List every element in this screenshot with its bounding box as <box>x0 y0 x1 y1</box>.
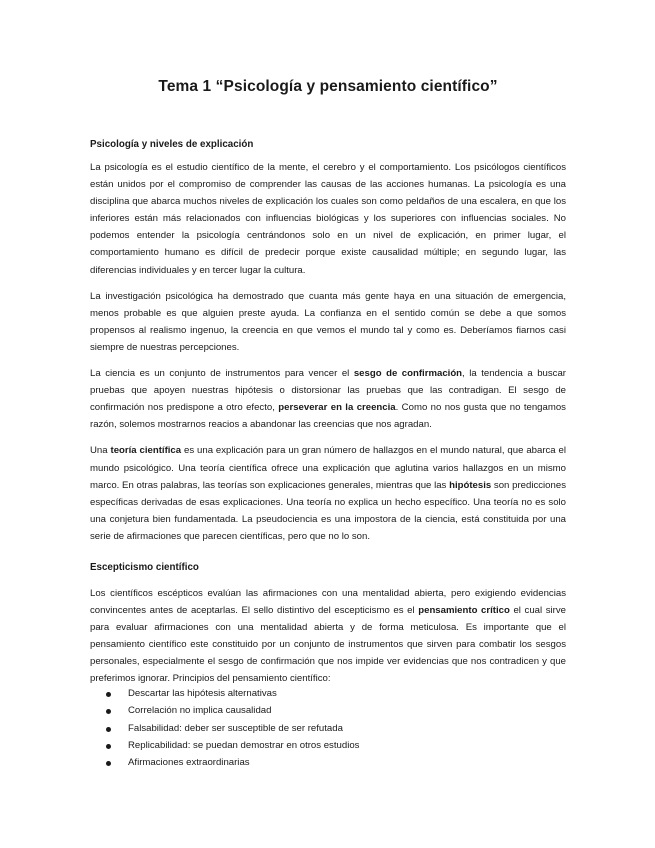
bullet-icon <box>106 744 111 749</box>
list-item <box>106 754 359 771</box>
section-heading-psicologia: Psicología y niveles de explicación <box>90 139 254 150</box>
section-heading-escepticismo: Escepticismo científico <box>90 562 199 573</box>
bold-term: teoría científica <box>110 445 182 457</box>
paragraph-text: La ciencia es un conjunto de instrumentos para vencer el <box>90 368 354 380</box>
paragraph <box>90 585 566 688</box>
section-body-escepticismo <box>90 585 566 697</box>
list-item <box>106 702 359 719</box>
bullet-icon <box>106 692 111 697</box>
list-item-text: Correlación no implica causalidad <box>128 705 272 717</box>
bold-term: pensamiento crítico <box>418 605 510 617</box>
bold-term: sesgo de confirmación <box>353 368 463 380</box>
paragraph-text: . Como no nos gusta que no tengamos razón, solemos mostrarnos reacios a abandonar las creencias que nos agradan. <box>90 402 566 431</box>
paragraph-text: La investigación psicológica ha demostrado que cuanta más gente haya en una situación de emergencia, menos probable es que alguien preste ayuda. La confianza en el sentido común se debe a que somos propensos al realismo ingenuo, la creencia en que vemos el mundo tal y como es. Deberíamos fiarnos casi siempre de nuestras percepciones. <box>90 290 566 353</box>
paragraph-text: La psicología es el estudio científico de la mente, el cerebro y el comportamiento. Los psicólogos científicos están unidos por el compromiso de comprender las causas de las acciones humanas. La psicología es una disciplina que abarca muchos niveles de explicación los cuales son como peldaños de una escalera, en que los inferiores están más relacionados con influencias biológicas y los superiores con influencias sociales. No podemos entender la psicología centrándonos solo en un nivel de explicación, en primer lugar, el comportamiento humano es difícil de predecir porque existe causalidad múltiple; en segundo lugar, las diferencias individuales y en tercer lugar la cultura. <box>90 162 566 276</box>
paragraph <box>90 442 566 545</box>
bullet-icon <box>106 761 111 766</box>
bullet-icon <box>106 727 111 732</box>
bullet-icon <box>106 709 111 714</box>
list-item-text: Replicabilidad: se puedan demostrar en otros estudios <box>128 739 360 751</box>
document-title: Tema 1 “Psicología y pensamiento científico” <box>158 78 498 95</box>
list-item-text: Afirmaciones extraordinarias <box>128 757 250 769</box>
paragraph-text: el cual sirve para evaluar afirmaciones con una mentalidad abierta y de forma meticulosa. Es importante que el pensamiento científico este constituido por un conjunto de instrumentos que sirven para combatir los sesgos personales, especialmente el sesgo de confirmación que nos impide ver evidencias que nos contradicen y que preferimos ignorar. Principios del pensamiento científico: <box>90 605 566 685</box>
paragraph-text: Los científicos escépticos evalúan las afirmaciones con una mentalidad abierta, pero exigiendo evidencias convincentes antes de aceptarlas. El sello distintivo del escepticismo es el <box>90 588 566 617</box>
paragraph <box>90 288 566 356</box>
section-body-psicologia <box>90 159 566 554</box>
list-item-text: Descartar las hipótesis alternativas <box>128 688 277 699</box>
paragraph-text: , la tendencia a buscar pruebas que apoyen nuestras hipótesis o distorsionar las pruebas que las contradigan. El sesgo de confirmación nos predispone a otro efecto, <box>90 368 566 414</box>
paragraph-text: es una explicación para un gran número de hallazgos en el mundo natural, que abarca el mundo psicológico. Una teoría científica ofrece una explicación que aglutina varios hallazgos en un mismo marco. En otras palabras, las teorías son explicaciones generales, mientras que las <box>90 445 567 491</box>
list-item <box>106 720 359 737</box>
bold-term: hipótesis <box>449 479 492 491</box>
list-item-text: Falsabilidad: deber ser susceptible de ser refutada <box>128 722 343 734</box>
paragraph <box>90 365 566 433</box>
bold-term: perseverar en la creencia <box>278 402 396 414</box>
principles-list <box>106 685 359 771</box>
list-item <box>106 685 359 702</box>
paragraph <box>90 159 566 279</box>
paragraph-text: son predicciones específicas derivadas de esas explicaciones. Una teoría no explica un hecho específico. Una teoría no es solo una conjetura bien fundamentada. La pseudociencia es una impostora de la ciencia, está constituida por una serie de afirmaciones que parecen científicas, pero que no lo son. <box>90 479 566 542</box>
list-item <box>106 737 359 754</box>
paragraph-text: Una <box>90 445 111 457</box>
